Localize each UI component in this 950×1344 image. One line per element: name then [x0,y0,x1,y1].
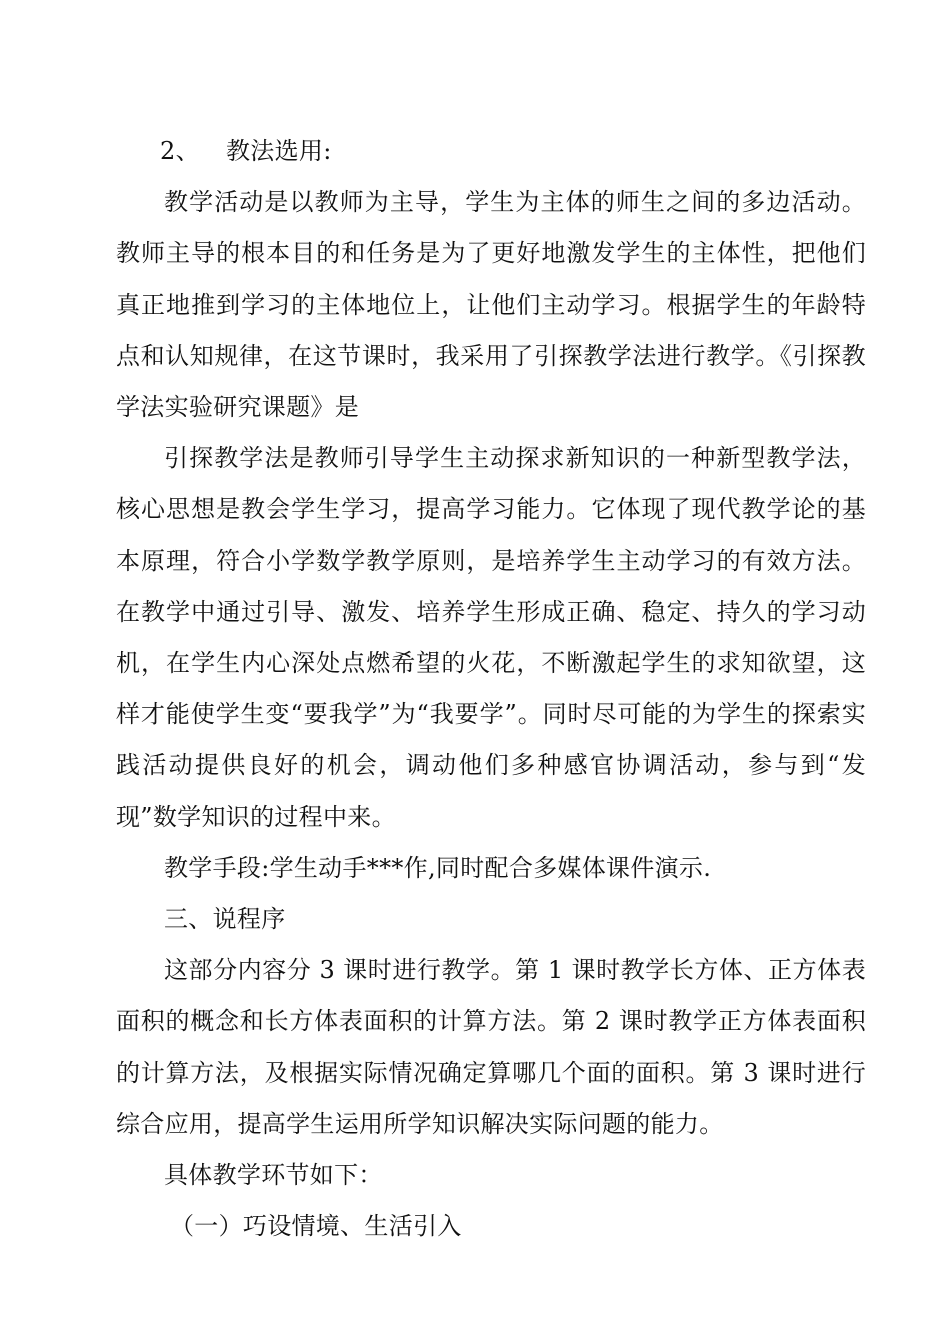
teaching-method-paragraph-1: 教学活动是以教师为主导，学生为主体的师生之间的多边活动。教师主导的根本目的和任务是为了更好地激发学生的主体性，把他们真正地推到学习的主体地位上，让他们主动学习。根据学生的年龄特点和认知规律，在这节课时，我采用了引探教学法进行教学。《引探教学法实验研究课题》是 [116,188,866,422]
teaching-means-line: 教学手段:学生动手***作,同时配合多媒体课件演示. [164,853,712,882]
steps-intro: 具体教学环节如下： [164,1161,383,1190]
heading-text: 教法选用: [226,137,332,165]
heading-number: 2、 [160,137,200,165]
procedure-paragraph: 这部分内容分 3 课时进行教学。第 1 课时教学长方体、正方体表面积的概念和长方体表面积的计算方法。第 2 课时教学正方体表面积的计算方法，及根据实际情况确定算哪几个面的面积。第 3 课时进行综合应用，提高学生运用所学知识解决实际问题的能力。 [116,956,866,1138]
teaching-method-paragraph-2: 引探教学法是教师引导学生主动探求新知识的一种新型教学法，核心思想是教会学生学习，提高学习能力。它体现了现代教学论的基本原理，符合小学数学教学原则，是培养学生主动学习的有效方法。在教学中通过引导、激发、培养学生形成正确、稳定、持久的学习动机，在学生内心深处点燃希望的火花，不断激起学生的求知欲望，这样才能使学生变“要我学”为“我要学”。同时尽可能的为学生的探索实践活动提供良好的机会，调动他们多种感官协调活动，参与到“发现”数学知识的过程中来。 [116,444,866,831]
document-body [116,126,866,1252]
step-1-heading: （一）巧设情境、生活引入 [170,1212,462,1241]
subsection-heading [116,126,866,177]
section-title: 三、说程序 [164,905,286,934]
